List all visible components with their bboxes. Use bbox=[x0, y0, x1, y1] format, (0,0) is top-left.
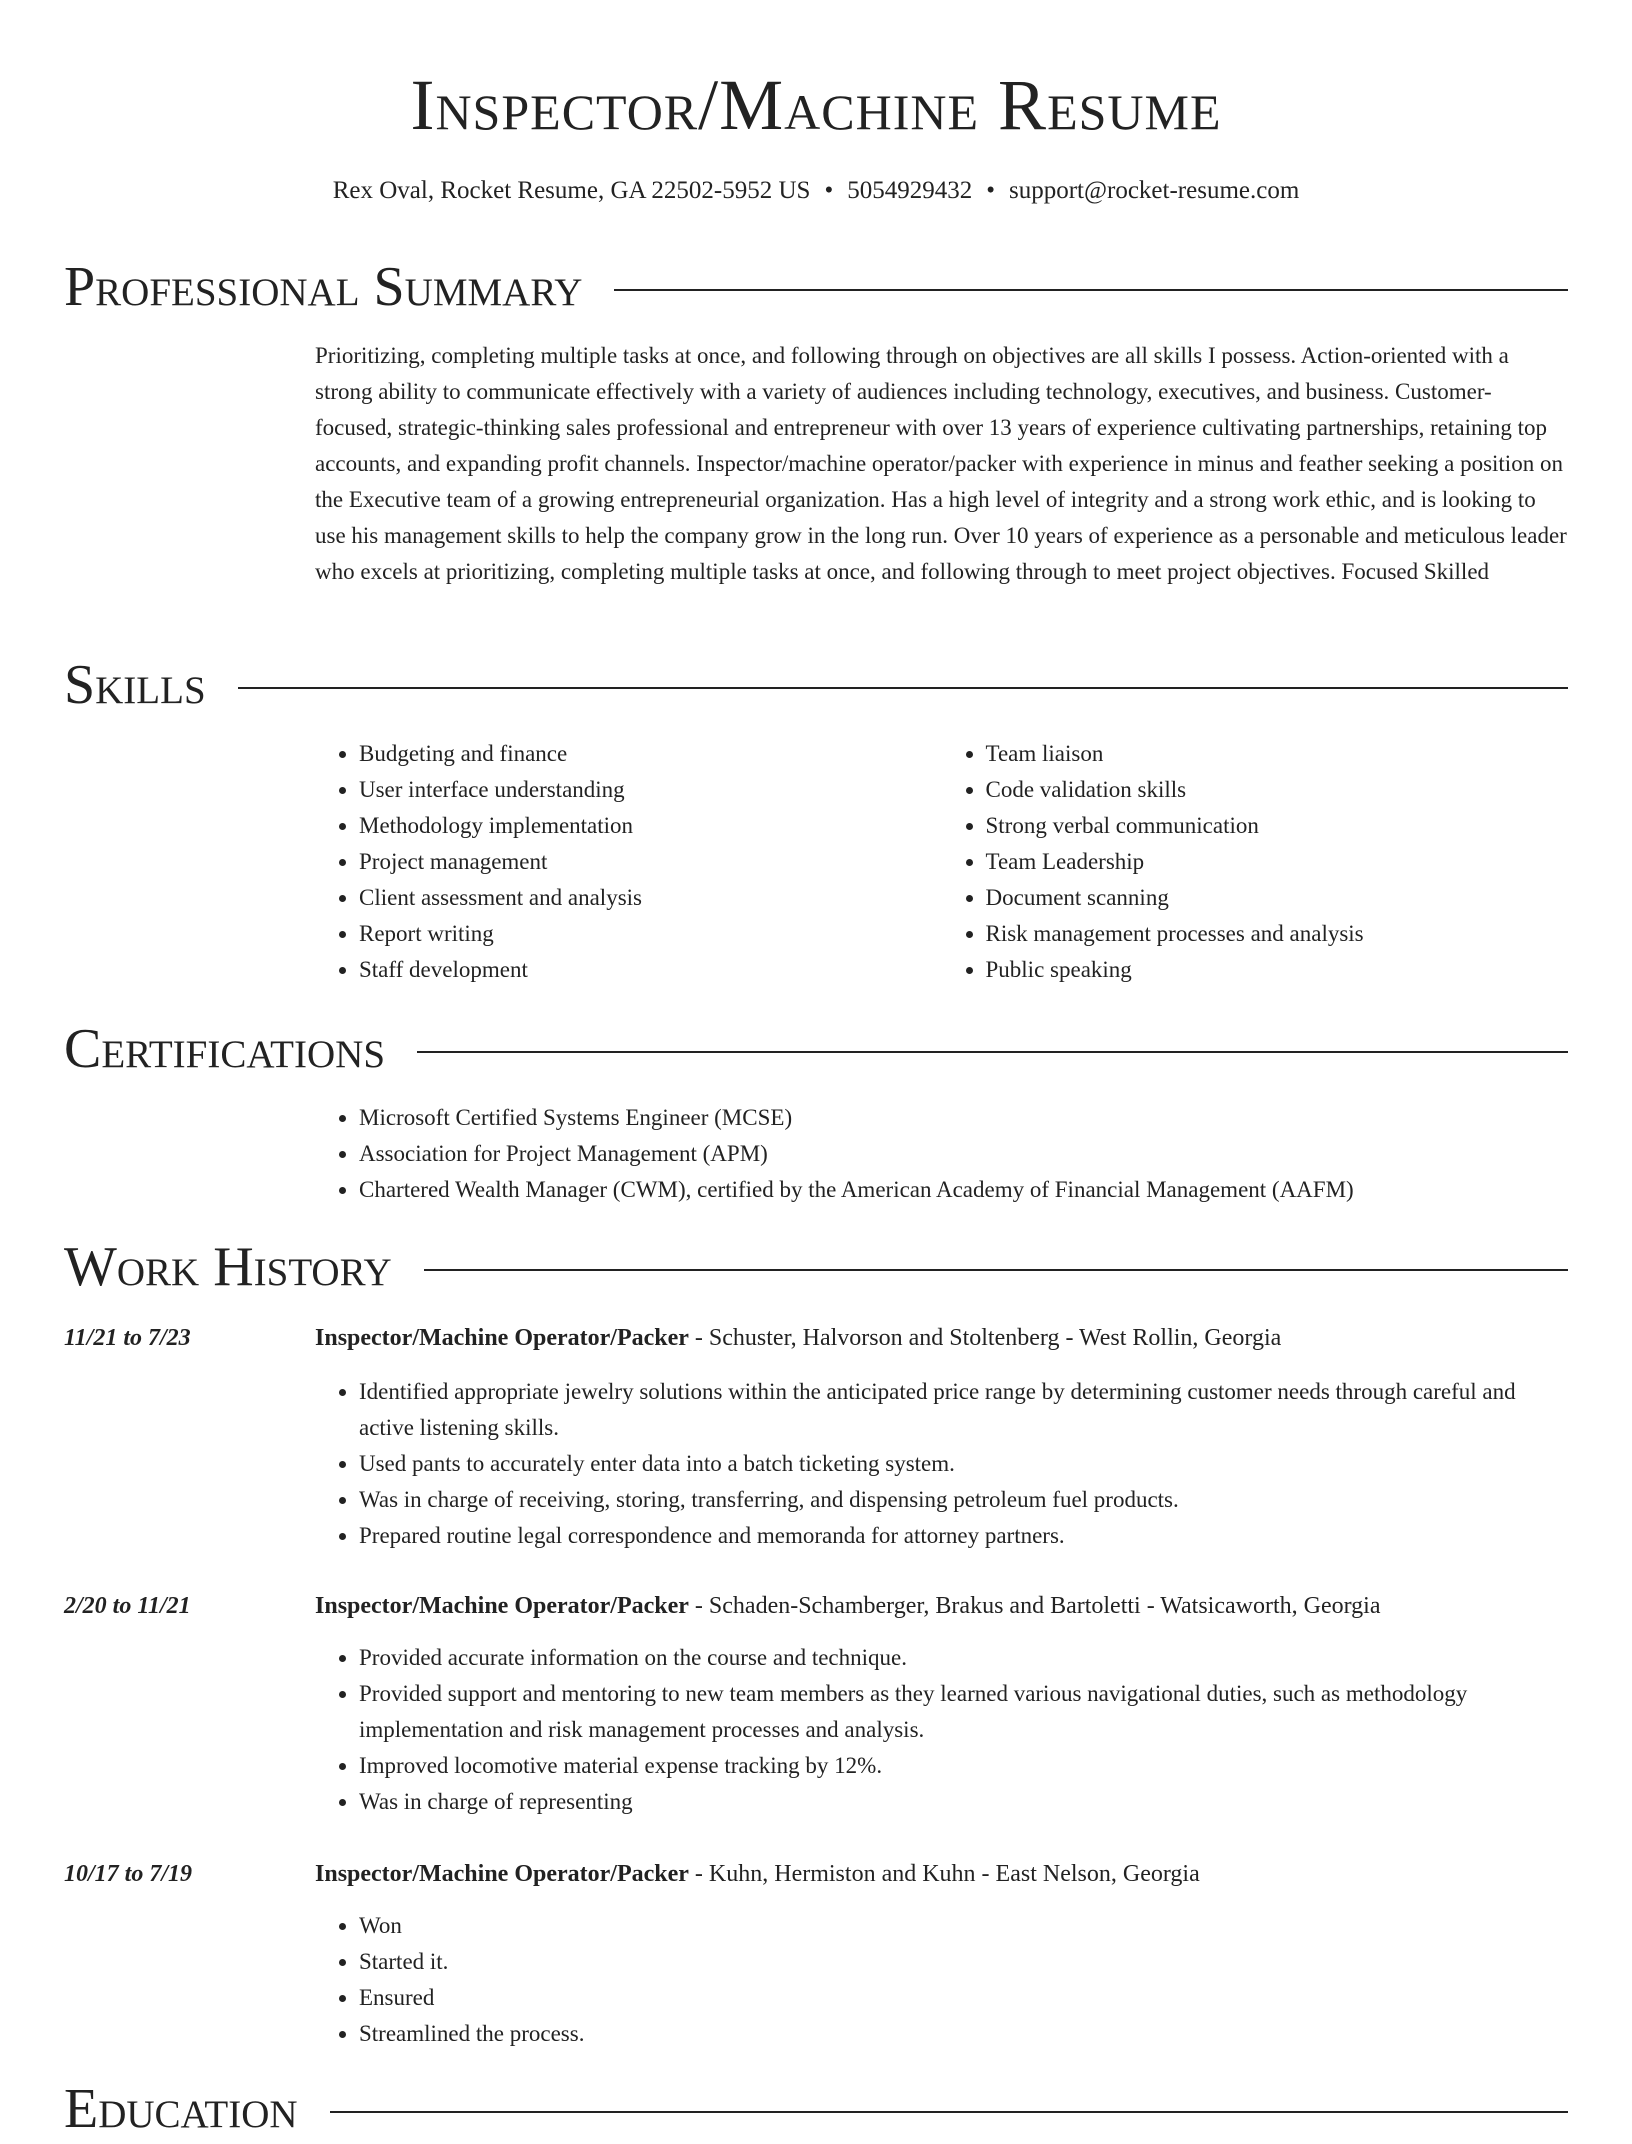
job-bullets bbox=[315, 1908, 1568, 2052]
certifications-list bbox=[315, 1100, 1568, 1208]
contact-email[interactable]: support@rocket-resume.com bbox=[1008, 177, 1300, 204]
section-heading-summary bbox=[64, 252, 1568, 322]
section-divider bbox=[614, 289, 1568, 291]
resume-title: Inspector/Machine Resume bbox=[410, 65, 1222, 145]
list-item: • Code validation skills bbox=[986, 772, 1569, 808]
list-item: • Provided accurate information on the course and technique. bbox=[359, 1640, 1568, 1676]
list-item: • Team Leadership bbox=[986, 844, 1569, 880]
list-item: • Staff development bbox=[359, 952, 942, 988]
section-heading-education bbox=[64, 2074, 1568, 2144]
list-item: • Report writing bbox=[359, 916, 942, 952]
contact-separator: • bbox=[986, 177, 995, 204]
list-item: • Started it. bbox=[359, 1944, 1568, 1980]
section-title: Certifications bbox=[64, 1018, 386, 1080]
list-item: • Used pants to accurately enter data into a batch ticketing system. bbox=[359, 1446, 1568, 1482]
job-dates: 10/17 to 7/19 bbox=[64, 1861, 193, 1887]
skills-column-right bbox=[942, 736, 1569, 988]
contact-line bbox=[64, 174, 1568, 208]
list-item: • Project management bbox=[359, 844, 942, 880]
list-item: • Was in charge of receiving, storing, transferring, and dispensing petroleum fuel products. bbox=[359, 1482, 1568, 1518]
list-item: • Prepared routine legal correspondence and memoranda for attorney partners. bbox=[359, 1518, 1568, 1554]
skills-list bbox=[315, 736, 1568, 988]
job-bullets bbox=[315, 1374, 1568, 1554]
section-divider bbox=[417, 1051, 1568, 1053]
skills-column-left bbox=[315, 736, 942, 988]
section-divider bbox=[238, 687, 1568, 689]
section-title: Professional Summary bbox=[64, 256, 583, 318]
job-heading bbox=[315, 1856, 1568, 1892]
section-title: Education bbox=[64, 2078, 298, 2140]
list-item: • Association for Project Management (APM) bbox=[359, 1136, 1568, 1172]
job-details: - Kuhn, Hermiston and Kuhn - East Nelson, Georgia bbox=[688, 1861, 1200, 1887]
list-item: • Identified appropriate jewelry solutions within the anticipated price range by determining customer needs through careful and active listening skills. bbox=[359, 1374, 1568, 1446]
list-item: • Was in charge of representing bbox=[359, 1784, 1568, 1820]
list-item: • Microsoft Certified Systems Engineer (MCSE) bbox=[359, 1100, 1568, 1136]
job-heading bbox=[315, 1320, 1568, 1356]
section-divider bbox=[424, 1269, 1568, 1271]
contact-address: Rex Oval, Rocket Resume, GA 22502-5952 US bbox=[332, 177, 811, 204]
section-heading-skills bbox=[64, 650, 1568, 720]
job-dates: 2/20 to 11/21 bbox=[64, 1593, 191, 1619]
list-item: • Provided support and mentoring to new team members as they learned various navigational duties, such as methodology implementation and risk management processes and analysis. bbox=[359, 1676, 1568, 1748]
job-title: Inspector/Machine Operator/Packer bbox=[315, 1861, 689, 1887]
list-item: • User interface understanding bbox=[359, 772, 942, 808]
section-heading-work-history bbox=[64, 1232, 1568, 1302]
list-item: • Ensured bbox=[359, 1980, 1568, 2016]
job-dates: 11/21 to 7/23 bbox=[64, 1325, 191, 1351]
list-item: • Document scanning bbox=[986, 880, 1569, 916]
list-item: • Streamlined the process. bbox=[359, 2016, 1568, 2052]
section-divider bbox=[330, 2111, 1568, 2113]
section-title: Work History bbox=[64, 1236, 392, 1298]
list-item: • Won bbox=[359, 1908, 1568, 1944]
list-item: • Client assessment and analysis bbox=[359, 880, 942, 916]
list-item: • Chartered Wealth Manager (CWM), certified by the American Academy of Financial Management (AAFM) bbox=[359, 1172, 1568, 1208]
job-bullets bbox=[315, 1640, 1568, 1820]
list-item: • Risk management processes and analysis bbox=[986, 916, 1569, 952]
summary-text: Prioritizing, completing multiple tasks at once, and following through on objectives are all skills I possess. Action-oriented with a strong ability to communicate effectively with a variety of audiences including technology, executives, and business. Customer-focused, strategic-thinking sales professional and entrepreneur with over 13 years of experience cultivating partnerships, retaining top accounts, and expanding profit channels. Inspector/machine operator/packer with experience in minus and feather seeking a position on the Executive team of a growing entrepreneurial organization. Has a high level of integrity and a strong work ethic, and is looking to use his management skills to help the company grow in the long run. Over 10 years of experience as a personable and meticulous leader who excels at prioritizing, completing multiple tasks at once, and following through to meet project objectives. Focused Skilled bbox=[315, 343, 1567, 584]
list-item: • Public speaking bbox=[986, 952, 1569, 988]
list-item: • Strong verbal communication bbox=[986, 808, 1569, 844]
list-item: • Improved locomotive material expense tracking by 12%. bbox=[359, 1748, 1568, 1784]
certifications-items bbox=[315, 1100, 1568, 1208]
contact-phone: 5054929432 bbox=[847, 177, 973, 204]
job-details: - Schuster, Halvorson and Stoltenberg - West Rollin, Georgia bbox=[688, 1325, 1282, 1351]
section-heading-certifications bbox=[64, 1014, 1568, 1084]
list-item: • Budgeting and finance bbox=[359, 736, 942, 772]
job-details: - Schaden-Schamberger, Brakus and Bartoletti - Watsicaworth, Georgia bbox=[688, 1593, 1381, 1619]
section-title: Skills bbox=[64, 654, 206, 716]
job-title: Inspector/Machine Operator/Packer bbox=[315, 1593, 689, 1619]
list-item: • Methodology implementation bbox=[359, 808, 942, 844]
job-title: Inspector/Machine Operator/Packer bbox=[315, 1325, 689, 1351]
contact-separator: • bbox=[824, 177, 834, 204]
list-item: • Team liaison bbox=[986, 736, 1569, 772]
job-heading bbox=[315, 1588, 1568, 1624]
